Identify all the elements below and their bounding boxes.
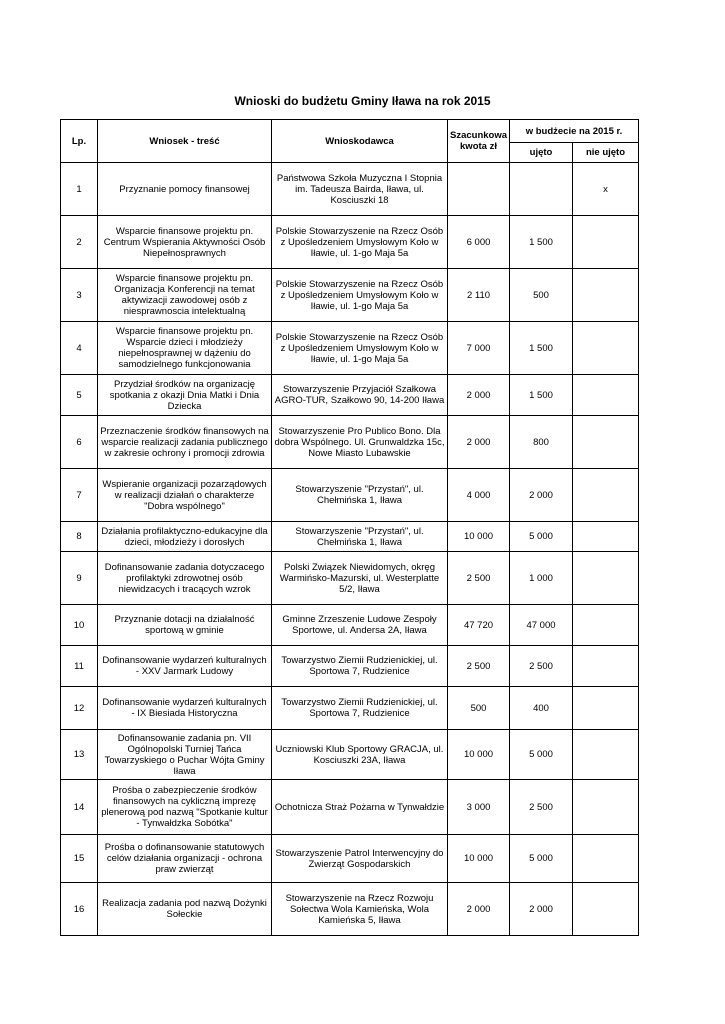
cell-nie-ujeto [573, 780, 639, 835]
cell-wnioskodawca: Gminne Zrzeszenie Ludowe Zespoły Sportowe, ul. Andersa 2A, Iława [272, 605, 448, 646]
cell-tresc: Wspieranie organizacji pozarządowych w realizacji działań o charakterze "Dobra wspólnego" [98, 469, 272, 522]
cell-tresc: Przydział środków na organizację spotkania z okazji Dnia Matki i Dnia Dziecka [98, 375, 272, 416]
cell-lp: 2 [61, 216, 98, 269]
cell-nie-ujeto [573, 883, 639, 936]
cell-wnioskodawca: Polskie Stowarzyszenie na Rzecz Osób z Upośledzeniem Umysłowym Koło w Iławie, ul. 1-go Maja 5a [272, 216, 448, 269]
cell-wnioskodawca: Polskie Stowarzyszenie na Rzecz Osób z Upośledzeniem Umysłowym Koło w Iławie, ul. 1-go Maja 5a [272, 269, 448, 322]
cell-wnioskodawca: Polskie Stowarzyszenie na Rzecz Osób z Upośledzeniem Umysłowym Koło w Iławie, ul. 1-go Maja 5a [272, 322, 448, 375]
cell-lp: 9 [61, 552, 98, 605]
cell-ujeto: 47 000 [510, 605, 573, 646]
cell-kwota: 500 [448, 687, 510, 730]
cell-lp: 14 [61, 780, 98, 835]
cell-nie-ujeto [573, 552, 639, 605]
cell-ujeto: 5 000 [510, 835, 573, 883]
cell-wnioskodawca: Stowarzyszenie na Rzecz Rozwoju Sołectwa Wola Kamieńska, Wola Kamieńska 5, Iława [272, 883, 448, 936]
cell-tresc: Przeznaczenie środków finansowych na wsparcie realizacji zadania publicznego w zakresie ochrony i promocji zdrowia [98, 416, 272, 469]
cell-nie-ujeto [573, 835, 639, 883]
cell-ujeto [510, 163, 573, 216]
table-row [61, 780, 639, 835]
table-row [61, 216, 639, 269]
cell-tresc: Działania profilaktyczno-edukacyjne dla dzieci, młodzieży i dorosłych [98, 522, 272, 552]
cell-kwota: 3 000 [448, 780, 510, 835]
cell-ujeto: 2 000 [510, 469, 573, 522]
cell-lp: 4 [61, 322, 98, 375]
cell-nie-ujeto [573, 416, 639, 469]
cell-ujeto: 500 [510, 269, 573, 322]
cell-wnioskodawca: Towarzystwo Ziemii Rudzienickiej, ul. Sportowa 7, Rudzienice [272, 646, 448, 687]
cell-kwota: 2 500 [448, 646, 510, 687]
cell-ujeto: 1 000 [510, 552, 573, 605]
cell-lp: 13 [61, 730, 98, 780]
cell-tresc: Prośba o dofinansowanie statutowych celów działania organizacji - ochrona praw zwierząt [98, 835, 272, 883]
table-row [61, 416, 639, 469]
cell-nie-ujeto [573, 730, 639, 780]
cell-ujeto: 1 500 [510, 216, 573, 269]
cell-wnioskodawca: Polski Związek Niewidomych, okręg Warmińsko-Mazurski, ul. Westerplatte 5/2, Iława [272, 552, 448, 605]
cell-nie-ujeto [573, 687, 639, 730]
table-row [61, 835, 639, 883]
table-row [61, 552, 639, 605]
table-row [61, 522, 639, 552]
cell-ujeto: 400 [510, 687, 573, 730]
cell-kwota: 2 000 [448, 416, 510, 469]
table-row [61, 730, 639, 780]
cell-tresc: Przyznanie dotacji na działalność sportową w gminie [98, 605, 272, 646]
cell-ujeto: 1 500 [510, 375, 573, 416]
cell-wnioskodawca: Uczniowski Klub Sportowy GRACJA, ul. Kosciuszki 23A, Iława [272, 730, 448, 780]
cell-wnioskodawca: Towarzystwo Ziemii Rudzienickiej, ul. Sportowa 7, Rudzienice [272, 687, 448, 730]
cell-nie-ujeto [573, 269, 639, 322]
cell-kwota: 47 720 [448, 605, 510, 646]
header-wnioskodawca: Wnioskodawca [272, 120, 448, 163]
cell-nie-ujeto [573, 469, 639, 522]
cell-kwota [448, 163, 510, 216]
cell-wnioskodawca: Stowarzyszenie "Przystań", ul. Chełmińska 1, Iława [272, 522, 448, 552]
table-row [61, 469, 639, 522]
table-row [61, 269, 639, 322]
header-ujeto: ujęto [510, 143, 573, 163]
cell-tresc: Wsparcie finansowe projektu pn. Centrum Wspierania Aktywności Osób Niepełnosprawnych [98, 216, 272, 269]
cell-lp: 12 [61, 687, 98, 730]
table-row [61, 322, 639, 375]
cell-nie-ujeto [573, 646, 639, 687]
cell-kwota: 2 500 [448, 552, 510, 605]
cell-lp: 3 [61, 269, 98, 322]
cell-nie-ujeto: x [573, 163, 639, 216]
cell-kwota: 10 000 [448, 522, 510, 552]
cell-nie-ujeto [573, 605, 639, 646]
cell-wnioskodawca: Stowarzyszenie Patrol Interwencyjny do Zwierząt Gospodarskich [272, 835, 448, 883]
header-nie-ujeto: nie ujęto [573, 143, 639, 163]
cell-lp: 11 [61, 646, 98, 687]
cell-lp: 6 [61, 416, 98, 469]
cell-lp: 15 [61, 835, 98, 883]
cell-kwota: 2 000 [448, 883, 510, 936]
header-budzet: w budżecie na 2015 r. [510, 120, 639, 143]
cell-kwota: 10 000 [448, 730, 510, 780]
cell-kwota: 10 000 [448, 835, 510, 883]
table-row [61, 375, 639, 416]
cell-ujeto: 5 000 [510, 730, 573, 780]
cell-tresc: Wsparcie finansowe projektu pn. Organizacja Konferencji na temat aktywizacji zawodowej osób z niesprawnoscia intelektualną [98, 269, 272, 322]
cell-ujeto: 2 500 [510, 646, 573, 687]
cell-nie-ujeto [573, 522, 639, 552]
cell-kwota: 6 000 [448, 216, 510, 269]
cell-ujeto: 5 000 [510, 522, 573, 552]
table-row [61, 646, 639, 687]
table-row [61, 163, 639, 216]
cell-kwota: 2 000 [448, 375, 510, 416]
cell-kwota: 4 000 [448, 469, 510, 522]
cell-tresc: Wsparcie finansowe projektu pn. Wsparcie dzieci i młodzieży niepełnosprawnej w dążeniu do samodzielnego funkcjonowania [98, 322, 272, 375]
cell-tresc: Przyznanie pomocy finansowej [98, 163, 272, 216]
header-lp: Lp. [61, 120, 98, 163]
cell-ujeto: 800 [510, 416, 573, 469]
header-kwota: Szacunkowa kwota zł [448, 120, 510, 163]
cell-wnioskodawca: Państwowa Szkoła Muzyczna I Stopnia im. Tadeusza Bairda, Iława, ul. Kosciuszki 18 [272, 163, 448, 216]
cell-nie-ujeto [573, 216, 639, 269]
cell-ujeto: 1 500 [510, 322, 573, 375]
cell-ujeto: 2 500 [510, 780, 573, 835]
cell-tresc: Dofinansowanie zadania pn. VII Ogólnopolski Turniej Tańca Towarzyskiego o Puchar Wójta Gminy Iława [98, 730, 272, 780]
cell-ujeto: 2 000 [510, 883, 573, 936]
cell-tresc: Realizacja zadania pod nazwą Dożynki Sołeckie [98, 883, 272, 936]
cell-wnioskodawca: Stowarzyszenie Pro Publico Bono. Dla dobra Wspólnego. Ul. Grunwaldzka 15c, Nowe Miasto Lubawskie [272, 416, 448, 469]
requests-table [60, 119, 639, 936]
table-row [61, 605, 639, 646]
cell-lp: 5 [61, 375, 98, 416]
cell-nie-ujeto [573, 322, 639, 375]
cell-nie-ujeto [573, 375, 639, 416]
cell-lp: 7 [61, 469, 98, 522]
cell-tresc: Dofinansowanie wydarzeń kulturalnych - IX Biesiada Historyczna [98, 687, 272, 730]
cell-wnioskodawca: Stowarzyszenie Przyjaciół Szałkowa AGRO-TUR, Szałkowo 90, 14-200 Iława [272, 375, 448, 416]
cell-lp: 10 [61, 605, 98, 646]
table-row [61, 687, 639, 730]
cell-kwota: 2 110 [448, 269, 510, 322]
cell-wnioskodawca: Ochotnicza Straż Pożarna w Tynwałdzie [272, 780, 448, 835]
document-title: Wnioski do budżetu Gminy Iława na rok 2015 [234, 94, 491, 108]
cell-lp: 1 [61, 163, 98, 216]
cell-kwota: 7 000 [448, 322, 510, 375]
cell-tresc: Prośba o zabezpieczenie środków finansowych na cykliczną imprezę plenerową pod nazwą "Spotkanie kultur - Tynwałdzka Sobótka" [98, 780, 272, 835]
cell-lp: 8 [61, 522, 98, 552]
cell-lp: 16 [61, 883, 98, 936]
header-tresc: Wniosek - treść [98, 120, 272, 163]
cell-tresc: Dofinansowanie wydarzeń kulturalnych - XXV Jarmark Ludowy [98, 646, 272, 687]
cell-tresc: Dofinansowanie zadania dotyczacego profilaktyki zdrowotnej osób niewidzacych i tracących wzrok [98, 552, 272, 605]
table-row [61, 883, 639, 936]
cell-wnioskodawca: Stowarzyszenie "Przystań", ul. Chełmińska 1, Iława [272, 469, 448, 522]
